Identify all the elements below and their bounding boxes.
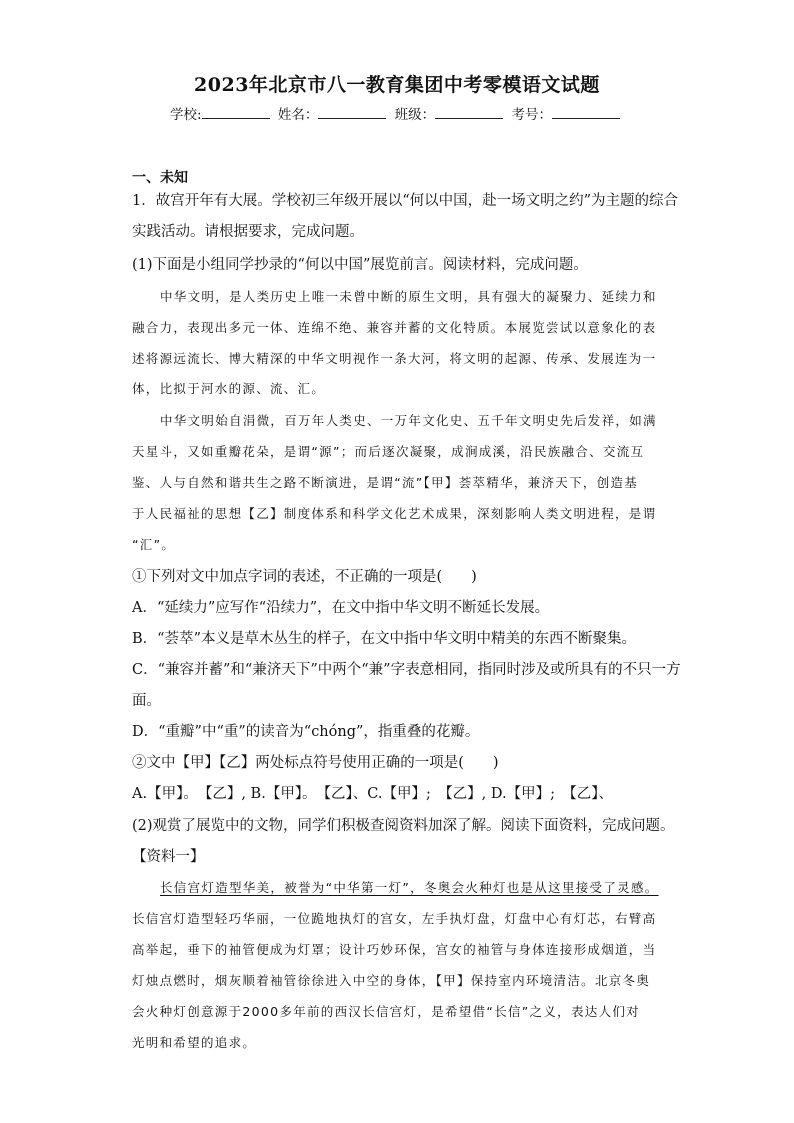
- passage2-line1: 中华文明始自涓微，百万年人类史、一万年文化史、五千年文明史先后发祥，如满: [160, 413, 657, 428]
- passage1-line3: 述将源远流长、博大精深的中华文明视作一条大河，将文明的起源、传承、发展连为一: [132, 351, 657, 366]
- material-line4: 灯烛点燃时，烟灰顺着袖管徐徐进入中空的身体，【甲】保持室内环境清洁。北京冬奥: [132, 973, 651, 988]
- question-intro-line1: 1．故宫开年有大展。学校初三年级开展以“何以中国，赴一场文明之约”为主题的综合: [132, 193, 679, 209]
- option-b: B．“荟萃”本义是草木丛生的样子，在文中指中华文明中精美的东西不断聚集。: [132, 631, 636, 647]
- name-blank: [318, 117, 386, 119]
- passage2-line2: 天星斗，又如重瓣花朵，是谓“源”；而后逐次凝聚，成涧成溪，沿民族融合、交流互: [132, 444, 645, 459]
- passage2-line5: “汇”。: [132, 537, 176, 552]
- exam-number-blank: [552, 117, 620, 119]
- passage2-line4: 于人民福祉的思想【乙】制度体系和科学文化艺术成果，深刻影响人类文明进程，是谓: [132, 506, 657, 521]
- material-line2: 长信宫灯造型轻巧华丽，一位跪地执灯的宫女，左手执灯盘，灯盘中心有灯芯，右臂高: [132, 911, 657, 926]
- question-b: ②文中【甲】【乙】两处标点符号使用正确的一项是( ): [132, 755, 499, 771]
- passage1-line1: 中华文明，是人类历史上唯一未曾中断的原生文明，具有强大的凝聚力、延续力和: [160, 289, 657, 304]
- exam-number-label: 考号：: [511, 107, 552, 123]
- question-a: ①下列对文中加点字词的表述，不正确的一项是( ): [132, 569, 477, 585]
- material-line6: 光明和希望的追求。: [132, 1035, 257, 1050]
- school-label: 学校:: [170, 107, 202, 123]
- school-blank: [202, 117, 270, 119]
- subquestion-2: (2)观赏了展览中的文物，同学们积极查阅资料加深了解。阅读下面资料，完成问题。: [132, 818, 675, 834]
- class-label: 班级：: [394, 107, 436, 123]
- material-line5: 会火种灯创意源于2000多年前的西汉长信宫灯，是希望借“长信”之义，表达人们对: [132, 1004, 640, 1019]
- passage2-line3: 鉴、人与自然和谐共生之路不断演进，是谓“流”【甲】荟萃精华，兼济天下，创造基: [132, 475, 639, 490]
- name-label: 姓名：: [277, 107, 319, 123]
- question-b-options: A.【甲】。 【乙】, B.【甲】。 【乙】、C.【甲】; 【乙】, D.【甲】; 【乙】、: [132, 786, 613, 802]
- page-title: 2023年北京市八一教育集团中考零模语文试题: [194, 74, 600, 96]
- passage1-line4: 体，比拟于河水的源、流、汇。: [132, 381, 326, 396]
- section-heading: 一、未知: [132, 170, 188, 186]
- option-a: A．“延续力”应写作“沿续力”，在文中指中华文明不断延长发展。: [132, 600, 550, 616]
- passage1-line2: 融合力，表现出多元一体、连绵不绝、兼容并蓄的文化特质。本展览尝试以意象化的表: [132, 320, 657, 335]
- student-info-row: [0, 103, 794, 123]
- material-line3: 高举起，垂下的袖管便成为灯罩；设计巧妙环保，宫女的袖管与身体连接形成烟道，当: [132, 942, 657, 957]
- option-c-line2: 面。: [132, 693, 161, 709]
- material-title: 【资料一】: [132, 849, 205, 865]
- option-d: D．“重瓣”中“重”的读音为“chóng”，指重叠的花瓣。: [132, 724, 480, 740]
- material-line1: 长信宫灯造型华美，被誉为“中华第一灯”，冬奥会火种灯也是从这里接受了灵感。: [160, 880, 659, 895]
- class-blank: [435, 117, 503, 119]
- question-intro-line2: 实践活动。请根据要求，完成问题。: [132, 224, 364, 240]
- subquestion-1: (1)下面是小组同学抄录的“何以中国”展览前言。阅读材料，完成问题。: [132, 257, 588, 273]
- option-c-line1: C．“兼容并蓄”和“兼济天下”中两个“兼”字表意相同，指同时涉及或所具有的不只一方: [132, 662, 681, 678]
